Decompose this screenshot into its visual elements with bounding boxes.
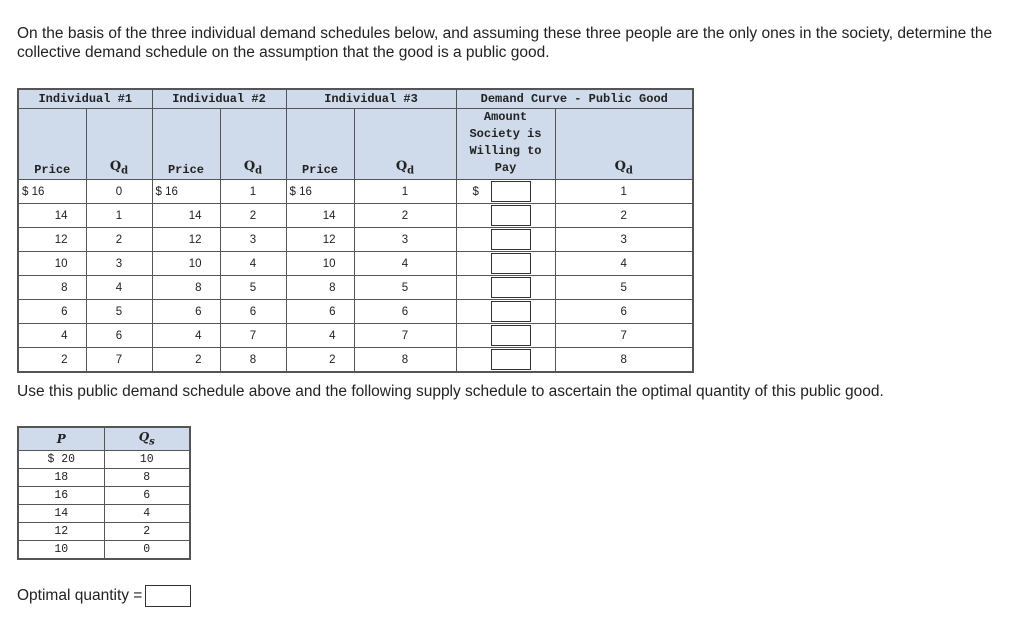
qd-header: $Q_d$ — [354, 109, 456, 180]
willing-to-pay-cell — [456, 300, 555, 324]
supply-schedule-table — [17, 426, 191, 560]
qd-3-cell: 1 — [354, 180, 456, 204]
price-3-cell: 10 — [286, 252, 354, 276]
qd-header: $Q_d$ — [220, 109, 286, 180]
table-row — [18, 228, 693, 252]
public-qd-cell: 6 — [555, 300, 693, 324]
supply-price-cell: 12 — [18, 523, 104, 541]
table-row — [18, 180, 693, 204]
qd-1-cell: 5 — [86, 300, 152, 324]
table-row — [18, 523, 190, 541]
qd-2-cell: 5 — [220, 276, 286, 300]
table-row — [18, 204, 693, 228]
willing-to-pay-input[interactable] — [491, 349, 531, 370]
willing-to-pay-cell — [456, 204, 555, 228]
table-row — [18, 348, 693, 373]
willing-to-pay-input[interactable] — [491, 325, 531, 346]
qd-2-cell: 7 — [220, 324, 286, 348]
price-header: Price — [152, 109, 220, 180]
price-3-cell: 4 — [286, 324, 354, 348]
qs-cell: 8 — [104, 469, 190, 487]
table-row — [18, 252, 693, 276]
supply-price-cell: 18 — [18, 469, 104, 487]
price-1-cell: $ 16 — [18, 180, 86, 204]
qd-3-cell: 2 — [354, 204, 456, 228]
optimal-quantity-label: Optimal quantity = — [17, 587, 143, 604]
qd-3-cell: 7 — [354, 324, 456, 348]
supply-price-header: P — [18, 427, 104, 451]
price-header: Price — [18, 109, 86, 180]
price-1-cell: 2 — [18, 348, 86, 373]
optimal-quantity-row — [17, 585, 191, 607]
optimal-quantity-input[interactable] — [145, 585, 191, 607]
price-1-cell: 10 — [18, 252, 86, 276]
qd-1-cell: 2 — [86, 228, 152, 252]
price-2-cell: 2 — [152, 348, 220, 373]
price-1-cell: 12 — [18, 228, 86, 252]
willing-to-pay-input[interactable] — [491, 205, 531, 226]
willing-to-pay-header: Amount Society is Willing to Pay — [456, 109, 555, 180]
price-1-cell: 8 — [18, 276, 86, 300]
willing-to-pay-input[interactable] — [491, 181, 531, 202]
qs-cell: 10 — [104, 451, 190, 469]
dollar-sign: $ — [472, 185, 479, 198]
table-row — [18, 541, 190, 560]
willing-to-pay-input[interactable] — [491, 277, 531, 298]
supply-price-cell: 16 — [18, 487, 104, 505]
supply-price-cell: 10 — [18, 541, 104, 560]
group-individual-2: Individual #2 — [152, 89, 286, 109]
qd-2-cell: 8 — [220, 348, 286, 373]
price-3-cell: 12 — [286, 228, 354, 252]
price-2-cell: 10 — [152, 252, 220, 276]
demand-schedule-table — [17, 88, 694, 373]
qd-1-cell: 6 — [86, 324, 152, 348]
price-2-cell: 14 — [152, 204, 220, 228]
public-qd-cell: 1 — [555, 180, 693, 204]
price-header: Price — [286, 109, 354, 180]
price-2-cell: $ 16 — [152, 180, 220, 204]
table-row — [18, 469, 190, 487]
group-individual-1: Individual #1 — [18, 89, 152, 109]
qs-cell: 0 — [104, 541, 190, 560]
qd-1-cell: 3 — [86, 252, 152, 276]
supply-price-cell: 14 — [18, 505, 104, 523]
qs-header: $Q_s$ — [104, 427, 190, 451]
qd-3-cell: 5 — [354, 276, 456, 300]
qd-3-cell: 8 — [354, 348, 456, 373]
willing-to-pay-input[interactable] — [491, 229, 531, 250]
supply-price-cell: $ 20 — [18, 451, 104, 469]
price-1-cell: 14 — [18, 204, 86, 228]
group-public-demand: Demand Curve - Public Good — [456, 89, 693, 109]
qd-header: $Q_d$ — [86, 109, 152, 180]
price-2-cell: 8 — [152, 276, 220, 300]
followup-text: Use this public demand schedule above and the following supply schedule to ascertain the optimal quantity of this public good. — [17, 383, 884, 400]
qd-2-cell: 2 — [220, 204, 286, 228]
price-1-cell: 4 — [18, 324, 86, 348]
willing-to-pay-input[interactable] — [491, 253, 531, 274]
price-3-cell: $ 16 — [286, 180, 354, 204]
willing-to-pay-cell — [456, 252, 555, 276]
price-2-cell: 4 — [152, 324, 220, 348]
willing-to-pay-cell — [456, 180, 555, 204]
qd-1-cell: 1 — [86, 204, 152, 228]
qd-1-cell: 4 — [86, 276, 152, 300]
price-3-cell: 8 — [286, 276, 354, 300]
public-qd-cell: 5 — [555, 276, 693, 300]
price-3-cell: 2 — [286, 348, 354, 373]
willing-to-pay-cell — [456, 276, 555, 300]
willing-to-pay-cell — [456, 228, 555, 252]
group-individual-3: Individual #3 — [286, 89, 456, 109]
qd-1-cell: 0 — [86, 180, 152, 204]
qd-2-cell: 6 — [220, 300, 286, 324]
willing-to-pay-cell — [456, 324, 555, 348]
willing-to-pay-input[interactable] — [491, 301, 531, 322]
price-3-cell: 6 — [286, 300, 354, 324]
qd-3-cell: 3 — [354, 228, 456, 252]
table-row — [18, 505, 190, 523]
price-2-cell: 6 — [152, 300, 220, 324]
public-qd-cell: 8 — [555, 348, 693, 373]
qs-cell: 4 — [104, 505, 190, 523]
qd-2-cell: 4 — [220, 252, 286, 276]
public-qd-cell: 4 — [555, 252, 693, 276]
qd-3-cell: 6 — [354, 300, 456, 324]
public-qd-cell: 2 — [555, 204, 693, 228]
qs-cell: 6 — [104, 487, 190, 505]
table-row — [18, 487, 190, 505]
table-row — [18, 451, 190, 469]
qd-2-cell: 3 — [220, 228, 286, 252]
table-row — [18, 300, 693, 324]
table-row — [18, 324, 693, 348]
qd-3-cell: 4 — [354, 252, 456, 276]
qd-header: $Q_d$ — [555, 109, 693, 180]
public-qd-cell: 7 — [555, 324, 693, 348]
qs-cell: 2 — [104, 523, 190, 541]
price-2-cell: 12 — [152, 228, 220, 252]
qd-1-cell: 7 — [86, 348, 152, 373]
price-1-cell: 6 — [18, 300, 86, 324]
willing-to-pay-cell — [456, 348, 555, 373]
question-prompt: On the basis of the three individual demand schedules below, and assuming these three people are the only ones in the society, determine the collective demand schedule on the assumption that the good is a public good. — [17, 25, 993, 61]
qd-2-cell: 1 — [220, 180, 286, 204]
table-row — [18, 276, 693, 300]
public-qd-cell: 3 — [555, 228, 693, 252]
price-3-cell: 14 — [286, 204, 354, 228]
